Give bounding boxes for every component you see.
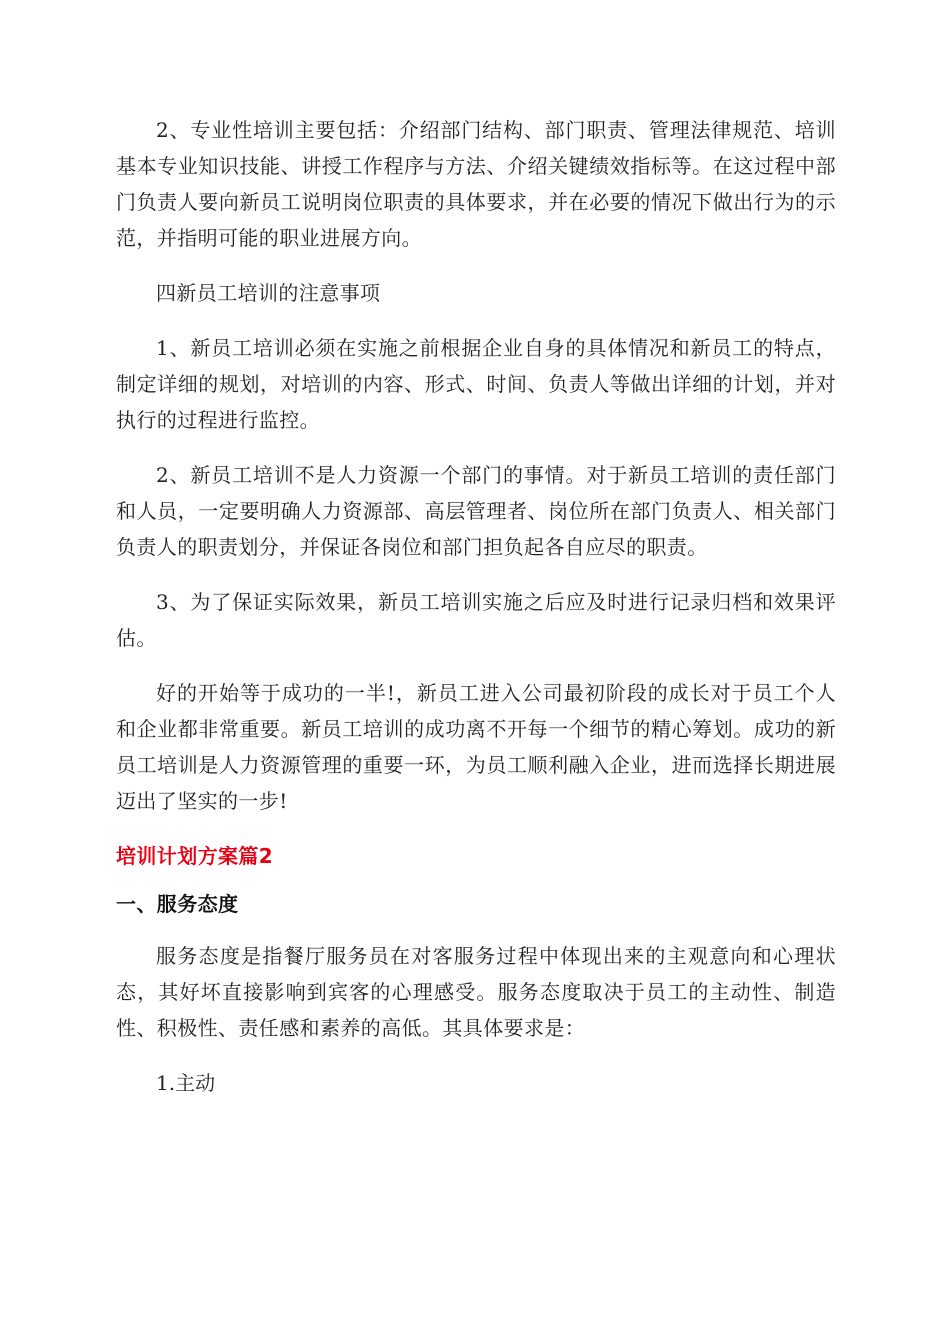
section-title: 培训计划方案篇2 [116, 844, 274, 868]
paragraph: 2、专业性培训主要包括：介绍部门结构、部门职责、管理法律规范、培训基本专业知识技能、讲授工作程序与方法、介绍关键绩效指标等。在这过程中部门负责人要向新员工说明岗位职责的具体要求，并在必要的情况下做出行为的示范，并指明可能的职业进展方向。 [116, 118, 836, 250]
paragraph: 服务态度是指餐厅服务员在对客服务过程中体现出来的主观意向和心理状态，其好坏直接影响到宾客的心理感受。服务态度取决于员工的主动性、制造性、积极性、责任感和素养的高低。其具体要求是： [116, 944, 836, 1040]
section-heading: 一、服务态度 [116, 892, 239, 916]
paragraph: 好的开始等于成功的一半!，新员工进入公司最初阶段的成长对于员工个人和企业都非常重要。新员工培训的成功离不开每一个细节的精心筹划。成功的新员工培训是人力资源管理的重要一环，为员工顺利融入企业，进而选择长期进展迈出了坚实的一步! [116, 681, 836, 813]
document-page [116, 112, 836, 1120]
list-item: 1.主动 [156, 1071, 216, 1095]
paragraph: 2、新员工培训不是人力资源一个部门的事情。对于新员工培训的责任部门和人员，一定要明确人力资源部、高层管理者、岗位所在部门负责人、相关部门负责人的职责划分，并保证各岗位和部门担负起各自应尽的职责。 [116, 463, 836, 559]
paragraph: 3、为了保证实际效果，新员工培训实施之后应及时进行记录归档和效果评估。 [116, 590, 836, 650]
paragraph: 1、新员工培训必须在实施之前根据企业自身的具体情况和新员工的特点，制定详细的规划，对培训的内容、形式、时间、负责人等做出详细的计划，并对执行的过程进行监控。 [116, 336, 836, 432]
subheading-precautions: 四新员工培训的注意事项 [156, 281, 381, 305]
